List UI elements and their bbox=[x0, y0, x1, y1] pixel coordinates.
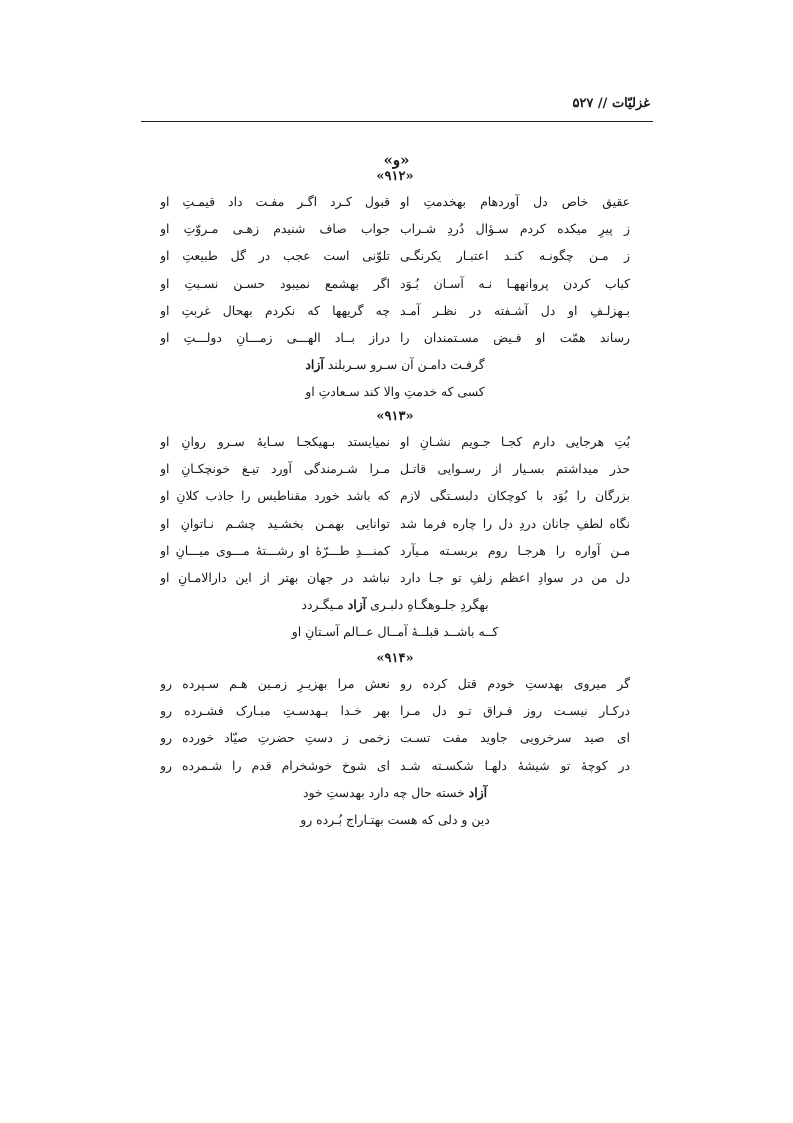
second-hemistich: کمنـــدِ طـــرّهٔ او رشـــتهٔ مـــوی میـــانِ او bbox=[160, 542, 390, 558]
first-hemistich: ای صید سرخرویی جاوید مفت تسـت bbox=[400, 730, 630, 746]
first-hemistich: نگاه لطفِ جانان دردِ دل را چاره فرما شد bbox=[400, 515, 630, 531]
poet-name: آزاد bbox=[468, 784, 488, 800]
couplet bbox=[160, 697, 630, 724]
couplet bbox=[160, 564, 630, 591]
second-hemistich: مـرا شـرمندگی آورد تیـغ خونچکـانِ او bbox=[160, 461, 390, 477]
section-letter: «و» bbox=[383, 151, 410, 169]
poem-913 bbox=[160, 406, 630, 646]
couplet bbox=[160, 428, 630, 455]
poem-914 bbox=[160, 648, 630, 833]
first-hemistich: گر میروی بهدستِ خودم قتل کرده رو bbox=[400, 676, 630, 691]
second-hemistich: ای شوخ خوشخرام قدم را شـمرده رو bbox=[160, 757, 390, 773]
second-hemistich: قبول کـرد اگـر مفـت داد قیمـتِ او bbox=[160, 194, 390, 209]
first-hemistich: حذر میداشتم بسـیار از رسـوایی قاتـل bbox=[400, 461, 630, 477]
first-hemistich: بُتِ هرجایی دارم کجـا جـویم نشـانِ او bbox=[400, 434, 630, 449]
poet-name: آزاد bbox=[305, 357, 324, 373]
couplet bbox=[160, 724, 630, 751]
first-hemistich: بزرگان را بُوَد با کوچکان دلبسـتگی لازم bbox=[400, 488, 630, 504]
second-hemistich: بهر خـدا بـهدسـتِ مبـارک فشـرده رو bbox=[160, 703, 390, 719]
second-hemistich: نمیایستد بـهیکجـا سـایهٔ سـرو روانِ او bbox=[160, 434, 390, 449]
first-hemistich: در کوچهٔ تو شیشهٔ دلهـا شکسـته شـد bbox=[400, 757, 630, 773]
couplet bbox=[160, 670, 630, 697]
first-hemistich: ز مـن چگونـه کنـد اعتبـار یکرنگـی bbox=[400, 248, 630, 264]
first-hemistich: درکـار نیسـت روز فـراق تـو دل مـرا bbox=[400, 703, 630, 719]
second-hemistich: نعش مرا بهزیـرِ زمـین هـم سـپرده رو bbox=[160, 676, 390, 691]
couplet bbox=[160, 510, 630, 537]
header-rule bbox=[141, 121, 653, 122]
first-hemistich: بـهزلـفِ او دل آشـفته در نظـر آمـد bbox=[400, 302, 630, 318]
closing-line-2: کــه باشــد قبلــهٔ آمــال عــالم آسـتانِ او bbox=[291, 624, 499, 640]
closing-line-1 bbox=[160, 591, 630, 618]
second-hemistich: که باشد خورد مقناطیس را جاذب کلانِ او bbox=[160, 488, 390, 504]
couplet bbox=[160, 215, 630, 242]
poet-name: آزاد bbox=[347, 597, 367, 613]
first-hemistich: دل من در سوادِ اعظم زلفِ تو جـا دارد bbox=[400, 569, 630, 585]
first-hemistich: رساند همّت او فـیض مسـتمندان را bbox=[400, 329, 630, 345]
poem-number: «۹۱۳» bbox=[376, 409, 414, 424]
couplet bbox=[160, 324, 630, 351]
couplet bbox=[160, 482, 630, 509]
couplet bbox=[160, 188, 630, 215]
first-hemistich: ز پیرِ میکده کردم سـؤال دُردِ شـراب bbox=[400, 221, 630, 237]
couplet bbox=[160, 242, 630, 269]
couplet bbox=[160, 537, 630, 564]
second-hemistich: دراز بــاد الهـــی زمـــانِ دولـــتِ او bbox=[160, 329, 390, 345]
poem-number: «۹۱۴» bbox=[376, 651, 414, 666]
second-hemistich: زخمی ز دستِ حضرتِ صیّاد خورده رو bbox=[160, 730, 390, 746]
couplet bbox=[160, 270, 630, 297]
closing-line-1 bbox=[160, 779, 630, 806]
second-hemistich: تلوّنی است عجب در گل طبیعتِ او bbox=[160, 248, 390, 264]
running-head: غزلیّات // ۵۲۷ bbox=[572, 96, 650, 111]
second-hemistich: توانایی بهمـن بخشـید چشـم نـاتوانِ او bbox=[160, 515, 390, 531]
first-hemistich: مـن آواره را هرجـا روم بربسـته مـیآرد bbox=[400, 542, 630, 558]
second-hemistich: چه گریهها که نکردم بهحال غربتِ او bbox=[160, 302, 390, 318]
closing-text-before: گرفـت دامـن آن سـرو سـربلند bbox=[327, 357, 485, 373]
poem-912 bbox=[160, 166, 630, 406]
couplet bbox=[160, 752, 630, 779]
closing-line-2: دین و دلی که هست بهتـاراج بُـرده رو bbox=[300, 811, 490, 827]
closing-text-after: مـیگـردد bbox=[301, 597, 344, 613]
closing-text-after: خسته حال چه دارد بهدستِ خود bbox=[302, 784, 465, 800]
closing-text-before: بهگردِ جلـوهگـاهِ دلبـری bbox=[370, 597, 489, 613]
poem-number: «۹۱۲» bbox=[376, 169, 414, 184]
couplet bbox=[160, 455, 630, 482]
closing-line-1 bbox=[160, 351, 630, 378]
second-hemistich: اگر بهشمع نمیبود حسـن نسـبتِ او bbox=[160, 275, 390, 291]
second-hemistich: نباشد در جهان بهتر از این دارالامـانِ او bbox=[160, 569, 390, 585]
closing-line-2: کسی که خدمتِ والا کند سـعادتِ او bbox=[305, 384, 485, 400]
first-hemistich: کباب کردن پروانههـا نـه آسـان بُـوَد bbox=[400, 275, 630, 291]
first-hemistich: عقیق خاص دل آوردهام بهخدمتِ او bbox=[400, 194, 630, 209]
couplet bbox=[160, 297, 630, 324]
second-hemistich: جواب صاف شنیدم زهـی مـروّتِ او bbox=[160, 221, 390, 237]
